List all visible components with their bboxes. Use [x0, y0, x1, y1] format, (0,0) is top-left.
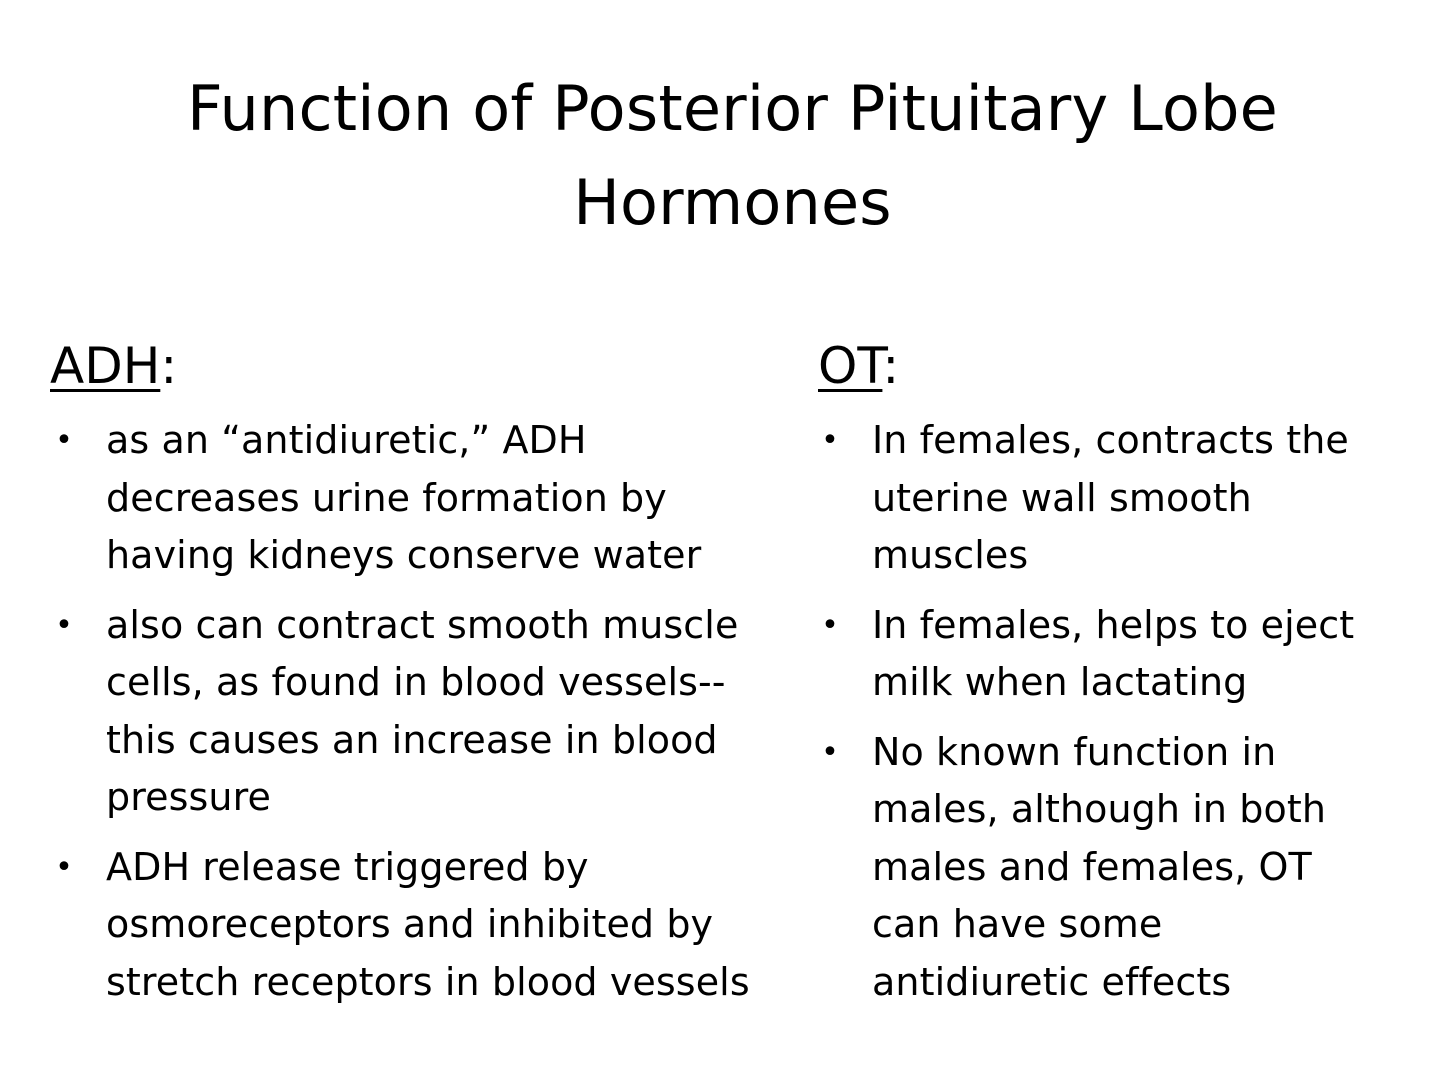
- slide-title-line-2: Hormones: [573, 166, 892, 239]
- ot-heading-colon: :: [882, 337, 900, 395]
- adh-bullet-line: having kidneys conserve water: [106, 533, 702, 577]
- adh-bullet-line: cells, as found in blood vessels--: [106, 660, 726, 704]
- ot-bullet-line: In females, helps to eject: [872, 602, 1355, 647]
- ot-bullet-line: milk when lactating: [872, 660, 1248, 704]
- adh-heading: [50, 336, 177, 396]
- bullet-icon: •: [55, 423, 73, 458]
- ot-bullet-item: [816, 724, 1416, 1012]
- adh-bullet-line: decreases urine formation by: [106, 475, 667, 520]
- adh-bullet-line: this causes an increase in blood: [106, 717, 718, 762]
- adh-heading-label: ADH: [50, 337, 161, 395]
- ot-heading-label: OT: [818, 337, 883, 395]
- slide-title: [100, 62, 1365, 250]
- ot-bullet-line: can have some: [872, 902, 1163, 946]
- adh-bullet-item: [50, 597, 770, 827]
- ot-bullet-line: males and females, OT: [872, 844, 1312, 889]
- ot-bullet-line: antidiuretic effects: [872, 959, 1232, 1004]
- adh-bullet-line: as an “antidiuretic,” ADH: [106, 418, 587, 462]
- ot-bullet-line: No known function in: [872, 729, 1277, 774]
- bullet-icon: •: [55, 607, 73, 643]
- adh-heading-colon: :: [160, 337, 178, 395]
- slide-title-line-1: Function of Posterior Pituitary Lobe: [187, 72, 1278, 145]
- ot-bullet-line: muscles: [872, 533, 1029, 577]
- adh-bullet-item: [50, 839, 770, 1012]
- bullet-icon: •: [821, 423, 839, 458]
- ot-bullet-item: [816, 597, 1416, 712]
- adh-bullet-line: also can contract smooth muscle: [106, 602, 739, 647]
- bullet-icon: •: [821, 607, 839, 643]
- bullet-icon: •: [821, 734, 839, 770]
- adh-bullet-line: stretch receptors in blood vessels: [106, 959, 750, 1004]
- adh-bullet-line: ADH release triggered by: [106, 844, 589, 889]
- ot-bullet-line: uterine wall smooth: [872, 475, 1252, 520]
- adh-bullet-line: osmoreceptors and inhibited by: [106, 902, 714, 946]
- adh-bullet-list: [50, 412, 770, 1023]
- ot-bullet-item: [816, 412, 1416, 585]
- adh-bullet-item: [50, 412, 770, 585]
- ot-heading: [818, 336, 899, 396]
- ot-bullet-list: [816, 412, 1416, 1023]
- adh-bullet-line: pressure: [106, 775, 271, 819]
- ot-bullet-line: In females, contracts the: [872, 418, 1349, 462]
- bullet-icon: •: [55, 849, 73, 885]
- ot-bullet-line: males, although in both: [872, 787, 1327, 831]
